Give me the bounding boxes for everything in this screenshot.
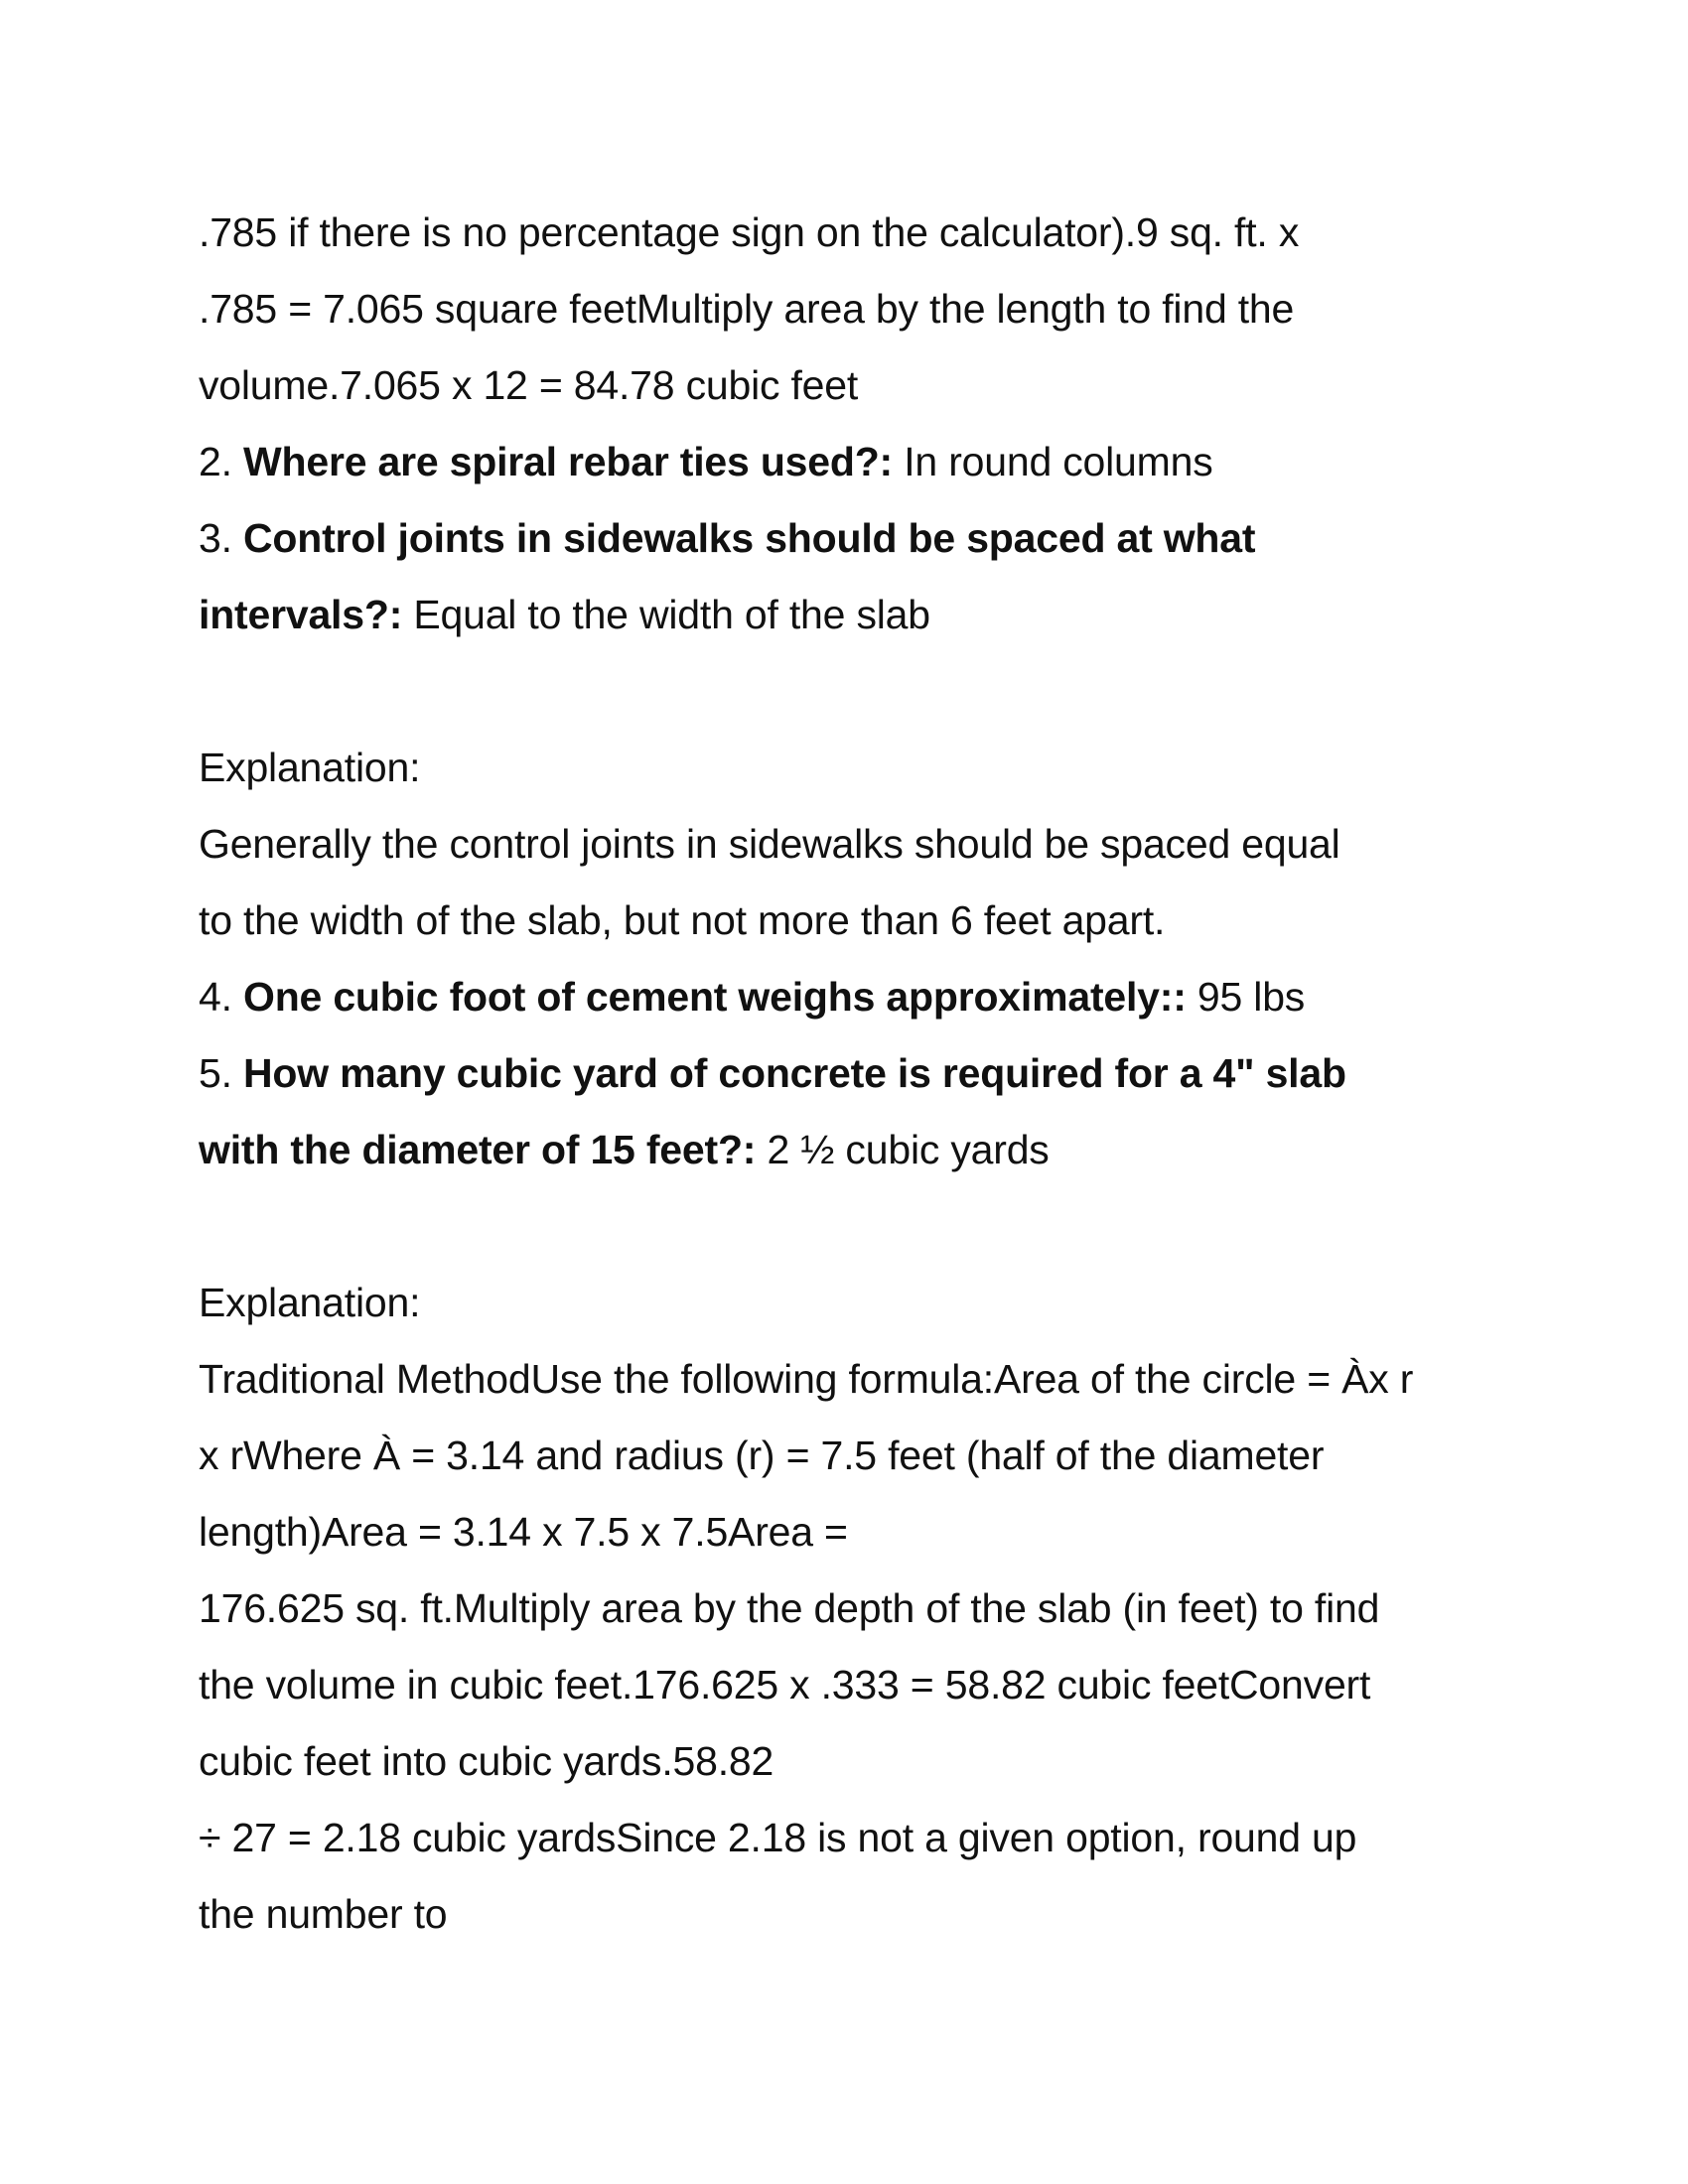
question-5-explanation-line-2: x rWhere À = 3.14 and radius (r) = 7.5 feet (half of the diameter [199,1433,1325,1478]
question-3-explanation-line-1: Generally the control joints in sidewalks should be spaced equal [199,821,1340,867]
document-body [199,195,1529,1953]
intro-line-2: .785 = 7.065 square feetMultiply area by the length to find the [199,286,1295,332]
question-4-text: One cubic foot of cement weighs approximately:: [243,974,1187,1020]
question-4-answer: 95 lbs [1186,974,1306,1020]
question-5-explanation-line-7: ÷ 27 = 2.18 cubic yardsSince 2.18 is not a given option, round up [199,1815,1357,1860]
question-2-number: 2. [199,439,243,484]
question-5-answer: 2 ½ cubic yards [756,1127,1050,1172]
question-5-text-part-2: with the diameter of 15 feet?: [199,1127,757,1172]
question-5-explanation-line-1: Traditional MethodUse the following formula:Area of the circle = Àx r [199,1356,1414,1402]
question-3-text-part-2: intervals?: [199,592,403,637]
spacer [199,1188,1529,1265]
question-5-explanation-line-3: length)Area = 3.14 x 7.5 x 7.5Area = [199,1509,848,1555]
question-3-explanation-line-2: to the width of the slab, but not more than 6 feet apart. [199,897,1166,943]
question-3-line-1 [199,500,1529,577]
question-5-explanation-line-8: the number to [199,1891,448,1937]
question-3-number: 3. [199,515,243,561]
question-3-line-2 [199,577,1529,653]
question-5-explanation-line-5: the volume in cubic feet.176.625 x .333 = 58.82 cubic feetConvert [199,1662,1371,1707]
question-2-text: Where are spiral rebar ties used?: [243,439,894,484]
question-2-answer: In round columns [893,439,1213,484]
question-5-text-part-1: How many cubic yard of concrete is required for a 4" slab [243,1050,1346,1096]
intro-line-3: volume.7.065 x 12 = 84.78 cubic feet [199,362,859,408]
question-3-text-part-1: Control joints in sidewalks should be spaced at what [243,515,1256,561]
spacer [199,653,1529,730]
question-5-explanation-label: Explanation: [199,1280,421,1325]
question-5-explanation-line-6: cubic feet into cubic yards.58.82 [199,1738,774,1784]
question-3-answer: Equal to the width of the slab [402,592,930,637]
question-5-line-2 [199,1112,1529,1188]
question-3-explanation-label: Explanation: [199,745,421,790]
question-4-number: 4. [199,974,243,1020]
question-4 [199,959,1529,1035]
question-5-explanation-line-4: 176.625 sq. ft.Multiply area by the depth of the slab (in feet) to find [199,1585,1380,1631]
question-5-line-1 [199,1035,1529,1112]
question-5-number: 5. [199,1050,243,1096]
intro-line-1: .785 if there is no percentage sign on the calculator).9 sq. ft. x [199,209,1300,255]
question-2 [199,424,1529,500]
